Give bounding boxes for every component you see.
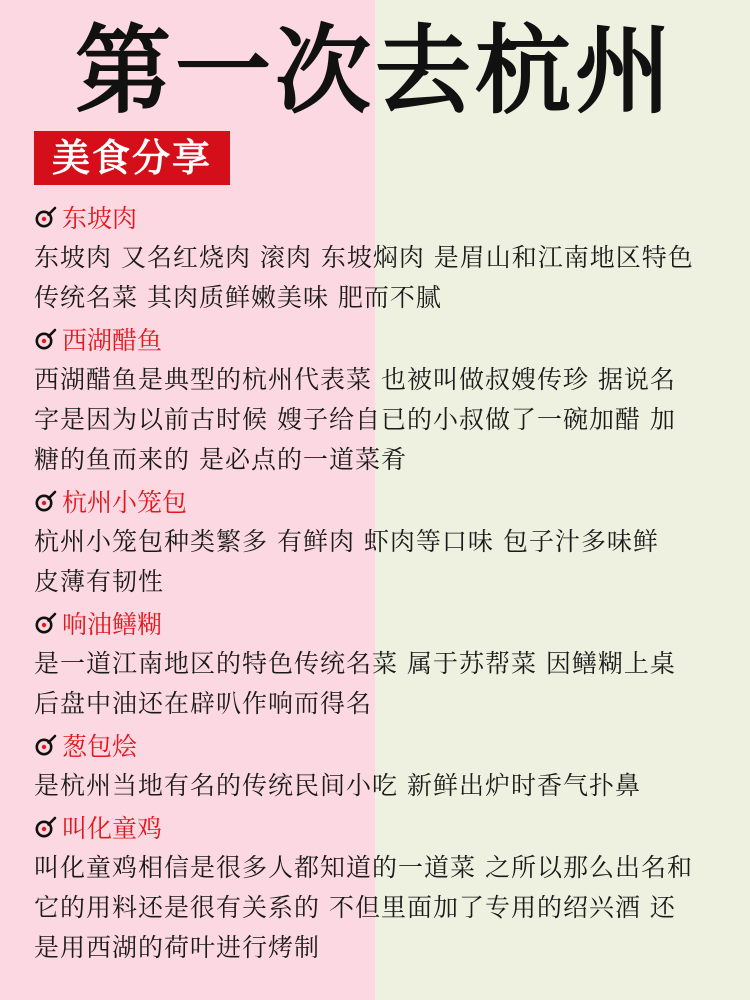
food-item-name: 叫化童鸡 — [62, 814, 163, 843]
food-item-name: 响油鳝糊 — [62, 610, 163, 639]
food-item-description-line: 后盘中油还在辟叭作响而得名 — [34, 689, 373, 718]
food-item-heading — [34, 602, 734, 644]
page-title: 第一次去杭州 — [75, 15, 675, 127]
food-item-name: 杭州小笼包 — [62, 488, 188, 517]
needle-pin-icon — [34, 205, 58, 229]
food-item-description-line: 叫化童鸡相信是很多人都知道的一道菜 之所以那么出名和 — [34, 853, 693, 882]
food-item-description-line: 糖的鱼而来的 是必点的一道菜肴 — [34, 445, 407, 474]
food-item-name: 西湖醋鱼 — [62, 326, 163, 355]
needle-pin-icon — [34, 733, 58, 757]
food-item-description-line: 东坡肉 又名红烧肉 滚肉 东坡焖肉 是眉山和江南地区特色 — [34, 243, 694, 272]
food-list — [34, 196, 734, 968]
food-item-heading — [34, 480, 734, 522]
food-item-heading — [34, 806, 734, 848]
food-item — [34, 318, 734, 480]
food-item-name: 葱包烩 — [62, 732, 138, 761]
food-item-heading — [34, 724, 734, 766]
food-item-name: 东坡肉 — [62, 204, 138, 233]
section-badge: 美食分享 — [34, 131, 230, 185]
food-item — [34, 480, 734, 602]
food-item — [34, 724, 734, 806]
needle-pin-icon — [34, 327, 58, 351]
food-item-description-line: 是用西湖的荷叶进行烤制 — [34, 933, 321, 962]
food-item-description-line: 字是因为以前古时候 嫂子给自已的小叔做了一碗加醋 加 — [34, 405, 676, 434]
food-item-description-line: 西湖醋鱼是典型的杭州代表菜 也被叫做叔嫂传珍 据说名 — [34, 365, 676, 394]
food-item-description-line: 是杭州当地有名的传统民间小吃 新鲜出炉时香气扑鼻 — [34, 771, 641, 800]
food-item-heading — [34, 196, 734, 238]
food-item-description-line: 传统名菜 其肉质鲜嫩美味 肥而不腻 — [34, 283, 442, 312]
food-item-heading — [34, 318, 734, 360]
food-item — [34, 602, 734, 724]
food-item-description-line: 杭州小笼包种类繁多 有鲜肉 虾肉等口味 包子汁多味鲜 — [34, 527, 659, 556]
needle-pin-icon — [34, 815, 58, 839]
food-item — [34, 806, 734, 968]
needle-pin-icon — [34, 489, 58, 513]
food-item-description-line: 皮薄有韧性 — [34, 567, 165, 596]
food-item — [34, 196, 734, 318]
needle-pin-icon — [34, 611, 58, 635]
food-item-description-line: 它的用料还是很有关系的 不但里面加了专用的绍兴酒 还 — [34, 893, 676, 922]
food-item-description-line: 是一道江南地区的特色传统名菜 属于苏帮菜 因鳝糊上桌 — [34, 649, 676, 678]
